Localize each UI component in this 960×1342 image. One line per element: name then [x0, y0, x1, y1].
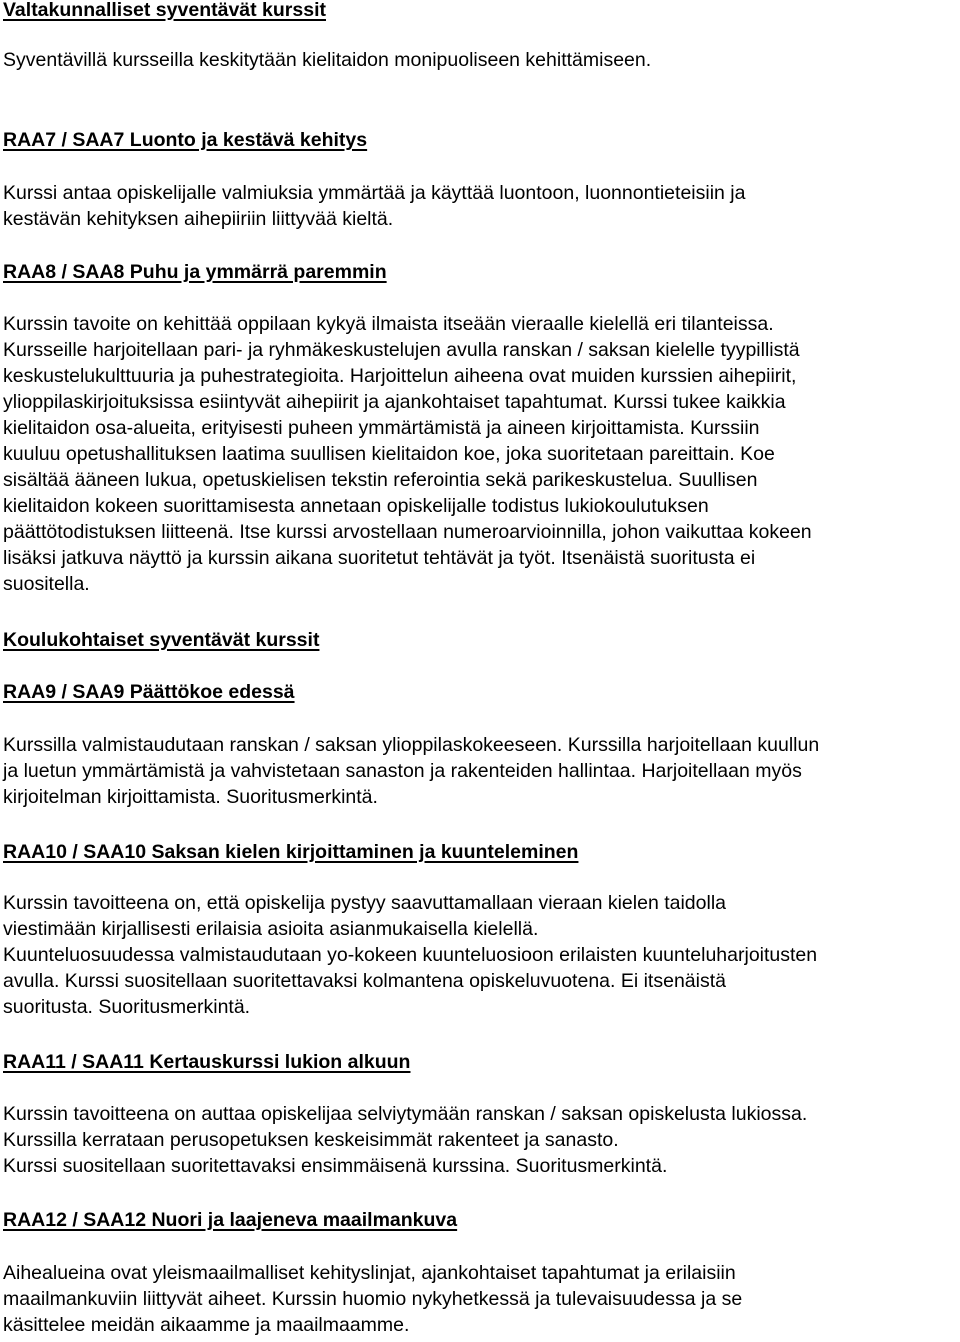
paragraph-line: kirjoitelman kirjoittamista. Suoritusmerkintä. [3, 786, 378, 808]
paragraph-line: keskustelukulttuuria ja puhestrategioita. Harjoittelun aiheena ovat muiden kurssien aihepiirit, [3, 365, 797, 387]
paragraph-line: maailmankuviin liittyvät aiheet. Kurssin huomio nykyhetkessä ja tulevaisuudessa ja se [3, 1288, 743, 1310]
section-heading-koulukohtaiset: Koulukohtaiset syventävät kurssit [3, 629, 320, 651]
paragraph-line: viestimään kirjallisesti erilaisia asioita asianmukaisella kielellä. [3, 918, 539, 940]
paragraph-line: kuuluu opetushallituksen laatima suullisen kielitaidon koe, joka suoritetaan pareittain. Koe [3, 443, 775, 465]
paragraph-line: suositella. [3, 573, 90, 595]
paragraph-line: avulla. Kurssi suositellaan suoritettavaksi kolmantena opiskeluvuotena. Ei itsenäistä [3, 970, 726, 992]
paragraph-line: ja luetun ymmärtämistä ja vahvistetaan sanaston ja rakenteiden hallintaa. Harjoitellaan myös [3, 760, 802, 782]
paragraph-line: Syventävillä kursseilla keskitytään kielitaidon monipuoliseen kehittämiseen. [3, 49, 652, 71]
paragraph-line: lisäksi jatkuva näyttö ja kurssin aikana suoritetut tehtävät ja työt. Itsenäistä suoritusta ei [3, 547, 756, 569]
paragraph-line: päättötodistuksen liitteenä. Itse kurssi arvostellaan numeroarvioinnilla, johon vaikuttaa kokeen [3, 521, 812, 543]
paragraph-line: Kurssi suositellaan suoritettavaksi ensimmäisenä kurssina. Suoritusmerkintä. [3, 1155, 668, 1177]
paragraph-line: suoritusta. Suoritusmerkintä. [3, 996, 251, 1018]
paragraph-line: Kurssilla valmistaudutaan ranskan / saksan ylioppilaskokeeseen. Kurssilla harjoitellaan kuullun [3, 734, 820, 756]
paragraph-line: Kuunteluosuudessa valmistaudutaan yo-kokeen kuunteluosioon erilaisten kuunteluharjoitusten [3, 944, 818, 966]
paragraph-line: ylioppilaskirjoituksissa esiintyvät aihepiirit ja ajankohtaiset tapahtumat. Kurssi tukee kaikkia [3, 391, 786, 413]
course-heading-raa10: RAA10 / SAA10 Saksan kielen kirjoittaminen ja kuunteleminen [3, 841, 579, 863]
paragraph-line: Kurssin tavoitteena on auttaa opiskelijaa selviytymään ranskan / saksan opiskelusta lukiossa. [3, 1103, 808, 1125]
course-heading-raa7: RAA7 / SAA7 Luonto ja kestävä kehitys [3, 129, 368, 151]
course-heading-raa8: RAA8 / SAA8 Puhu ja ymmärrä paremmin [3, 261, 387, 283]
paragraph-line: käsittelee meidän aikaamme ja maailmaamme. [3, 1314, 410, 1336]
paragraph-line: Kurssilla kerrataan perusopetuksen keskeisimmät rakenteet ja sanasto. [3, 1129, 619, 1151]
paragraph-line: Aihealueina ovat yleismaailmalliset kehityslinjat, ajankohtaiset tapahtumat ja erilaisiin [3, 1262, 736, 1284]
paragraph-line: kielitaidon kokeen suorittamisesta annetaan opiskelijalle todistus lukiokoulutuksen [3, 495, 709, 517]
paragraph-line: kielitaidon osa-alueita, erityisesti puheen ymmärtämistä ja aineen kirjoittamista. Kurssiin [3, 417, 760, 439]
paragraph-line: sisältää ääneen lukua, opetuskielisen tekstin referointia sekä parikeskustelua. Suullisen [3, 469, 758, 491]
section-heading-valtakunnalliset: Valtakunnalliset syventävät kurssit [3, 0, 326, 21]
paragraph-line: Kurssin tavoite on kehittää oppilaan kykyä ilmaista itseään vieraalle kielellä eri tilanteissa. [3, 313, 774, 335]
course-heading-raa12: RAA12 / SAA12 Nuori ja laajeneva maailmankuva [3, 1209, 458, 1231]
paragraph-line: kestävän kehityksen aihepiiriin liittyvää kieltä. [3, 208, 394, 230]
paragraph-line: Kurssin tavoitteena on, että opiskelija pystyy saavuttamallaan vieraan kielen taidolla [3, 892, 726, 914]
course-heading-raa11: RAA11 / SAA11 Kertauskurssi lukion alkuun [3, 1051, 411, 1073]
course-heading-raa9: RAA9 / SAA9 Päättökoe edessä [3, 681, 295, 703]
paragraph-line: Kurssi antaa opiskelijalle valmiuksia ymmärtää ja käyttää luontoon, luonnontieteisiin ja [3, 182, 746, 204]
paragraph-line: Kursseille harjoitellaan pari- ja ryhmäkeskustelujen avulla ranskan / saksan kielelle tyypillistä [3, 339, 800, 361]
